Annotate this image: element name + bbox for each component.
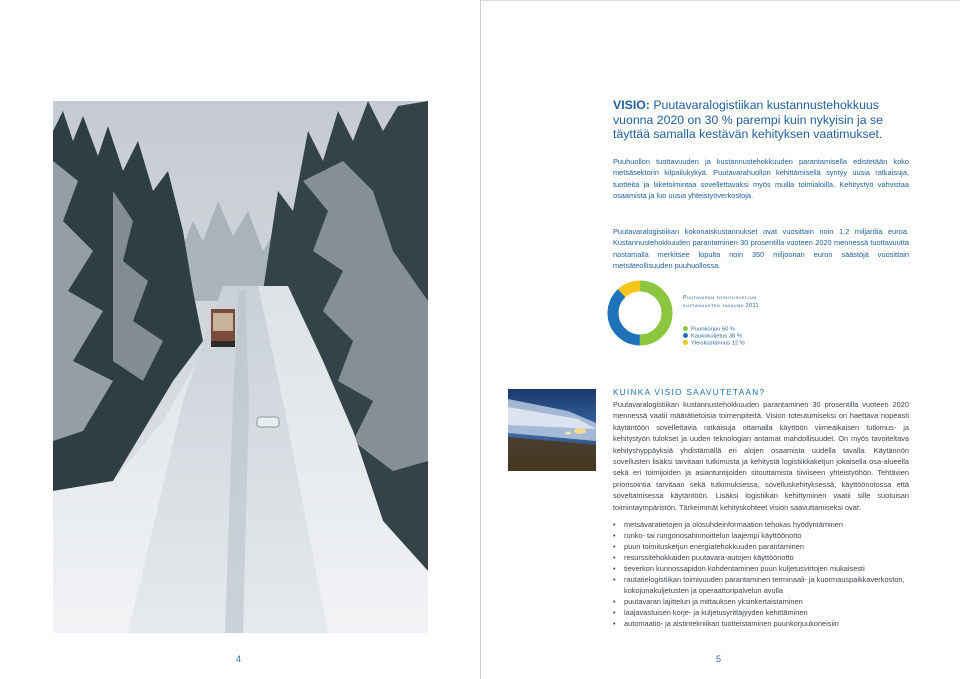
- list-item: • resurssitehokkaiden puutavara-autojen käyttöönotto: [613, 552, 913, 563]
- vision-label: VISIO:: [613, 98, 650, 112]
- legend-swatch: [683, 326, 688, 331]
- list-item: • laajavastuisen korje- ja kuljetusyrittäjyyden kehittäminen: [613, 607, 913, 618]
- list-item: • rautatielogistiikan toimivuuden parantaminen terminaali- ja kuormauspaikkaverkoston, kokojunakuljetusten ja operaattoripalvelun avulla: [613, 574, 913, 596]
- list-item: • runko- tai rungonosahinnoittelun laajempi käyttöönotto: [613, 530, 913, 541]
- focus-areas-list: [613, 519, 913, 629]
- list-item: • metsävaratietojen ja olosuhdeinformaation tehokas hyödyntäminen: [613, 519, 913, 530]
- vision-text: Puutavaralogistiikan kustannustehokkuus vuonna 2020 on 30 % parempi kuin nykyisin ja se täyttää samalla kestävän kehityksen vaatimukset.: [613, 98, 884, 142]
- page-number-right: 5: [716, 654, 722, 664]
- cost-distribution-donut-chart: [606, 279, 674, 347]
- costs-paragraph: Puutavaralogistiikan kokonaiskustannukset ovat vuosittain noin 1,2 miljardia euroa. Kustannustehokkuuden parantaminen 30 prosentilla vuoteen 2020 mennessä tuottavuutta nostamalla merkitsee lopulta noin 350 miljoonan euron säästöjä vuosittain metsäteollisuuden puuhuollossa.: [613, 227, 909, 271]
- list-item: • puutavaran lajittelun ja mittauksen yksinkertaistaminen: [613, 596, 913, 607]
- legend-swatch: [683, 333, 688, 338]
- legend-label: Puunkorjuu 50 %: [691, 326, 736, 333]
- legend-label: Yleiskustannus 12 %: [691, 340, 745, 347]
- legend-item-yleiskustannus: [683, 340, 745, 348]
- vision-statement: [613, 98, 913, 142]
- list-item: • automaatio- ja aistintekniikan tuotteistaminen puunkorjuukoneisiin: [613, 618, 913, 629]
- legend-swatch: [683, 340, 688, 345]
- intro-paragraph: Puuhuollon tuottavuuden ja kustannustehokkuuden parantamisella edistetään koko metsäsektorin kilpailukykyä. Puutavarahuollon kehittämisellä syntyy uusia ratkaisuja, tuotteita ja liiketoimintaa sovellettavaksi myös muilla toimialoilla. Kehitystyö vahvistaa osaamista ja luo uusia yhteistyöverkostoja.: [613, 157, 909, 201]
- list-item: • tieverkon kunnossapidon kohdentaminen puun kuljetusvirtojen mukaisesti: [613, 563, 913, 574]
- legend-label: Kaukokuljetus 38 %: [691, 333, 742, 340]
- chart-title: Puutavaran toimitusketjun kustannusten jakauma 2011: [683, 295, 759, 310]
- page-number-left: 4: [236, 654, 242, 664]
- page-spine: [480, 0, 481, 679]
- night-train-photo: [508, 389, 596, 471]
- how-heading: KUINKA VISIO SAAVUTETAAN?: [613, 388, 766, 397]
- winter-road-photo: [53, 101, 428, 633]
- list-item: • puun toimitusketjun energiatehokkuuden parantaminen: [613, 541, 913, 552]
- how-paragraph: Puutavaralogistiikan kustannustehokkuuden parantaminen 30 prosentilla vuoteen 2020 mennessä vaatii määrätietoisia toimenpiteitä. Vision toteutumiseksi on haettava nopeasti käytäntöön sovellettavia ratkaisuja ottamalla käyttöön viimeaikaisen tutkimus- ja kehitystyön tulokset ja uuden teknologian antamat mahdollisuudet. On myös tavoiteltava kehityshyppäyksiä yhdistämällä eri alojen osaamista uudella tavalla. Käytännön sovellusten lisäksi tarvitaan tutkimusta ja kehitystä logistiikkaketjun jokaisella osa-alueella sekä eri toimijoiden ja asiantuntijoiden sitouttamista tiiviiseen yhteistyöhön. Tehtävien priorisointia tarvitaan sekä tutkimuksessa, sovelluskehityksessä, käyttöönotossa että soveltamisessa käytäntöön. Lisäksi logistiikan kehittyminen vaatii sille suotuisan toimintaympäristön. Tärkeimmät kehityskohteet vision saavuttamiseksi ovat:: [613, 400, 909, 512]
